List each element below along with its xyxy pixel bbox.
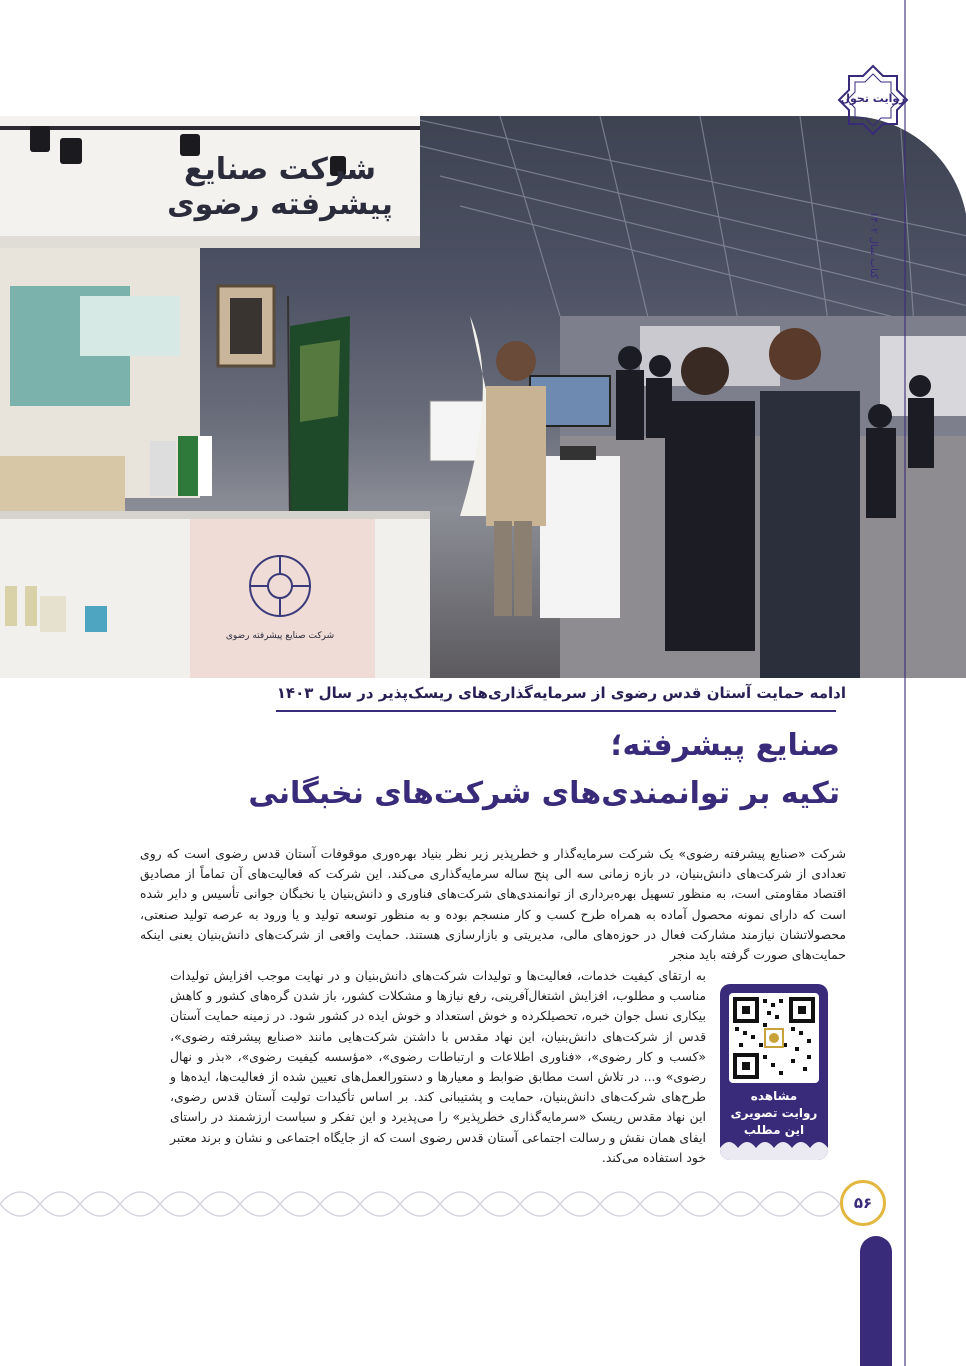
page-number: ۵۶ [840,1180,886,1226]
qr-caption-line-1: مشاهده [750,1089,798,1103]
desk-logo-caption: شرکت صنایع پیشرفته رضوی [225,631,335,641]
title-line-2: تکیه بر توانمندی‌های شرکت‌های نخبگانی [248,776,840,811]
article-kicker: ادامه حمایت آستان قدس رضوی از سرمایه‌گذاری‌های ریسک‌پذیر در سال ۱۴۰۳ [276,684,846,702]
qr-caption-line-2: روایت تصویری [730,1106,818,1120]
kicker-divider [276,710,836,712]
booth-sign-text: شرکت صنایع پیشرفته رضوی [167,152,393,222]
article-body-side: به ارتقای کیفیت خدمات، فعالیت‌ها و تولیدات شرکت‌های دانش‌بنیان و در نهایت موجب افزایش تولیدات مناسب و مطلوب، افزایش اشتغال‌آفرینی، رفع نیازها و مشکلات کشور، باز شدن گره‌های کشور و کاهش بیکاری نسل جوان خبره، تحصیلکرده و خوش استعداد و خوش ایده در کشور شود. در زمینه حمایت آستان قدس از شرکت‌های دانش‌بنیان، این نهاد مقدس با داشتن شرکت‌هایی مانند «صنایع پیشرفته رضوی»، «کسب و کار رضوی»، «فناوری اطلاعات و ارتباطات رضوی»، «مؤسسه کیفیت رضوی»، «بذر و نهال رضوی» و... در تلاش است مطابق ضوابط و معیارها و دستورالعمل‌های تعیین شده از فعالیت‌ها، ایده‌ها و طرح‌های شرکت‌های دانش‌بنیان، حمایت و پشتیبانی کند. بر اساس تأکیدات تولیت آستان قدس رضوی، این نهاد مقدس ریسک «سرمایه‌گذاری خطرپذیر» را می‌پذیرد و این تفکر و سیاست ارزشمند در راستای ایفای همان نقش و رسالت اجتماعی آستان قدس رضوی است که از جایگاه اجتماعی و نشان و برند معتبر خود استفاده می‌کند. [170,968,706,1165]
qr-code-icon [729,993,819,1083]
qr-caption [720,1088,828,1139]
arch-pattern-icon [720,1134,828,1160]
article-title [140,722,840,818]
exhibition-photo [0,116,966,678]
spine-vertical-label: کتاب سال ۱۴۰۲ [868,211,879,279]
qr-caption-line-3: این مطلب [743,1123,805,1137]
spine-bottom-tab [860,1236,892,1366]
photo-illustration [0,116,966,678]
emblem-text: روایت تحول [840,92,906,105]
article-body-top: شرکت «صنایع پیشرفته رضوی» یک شرکت سرمایه‌گذار و خطرپذیر زیر نظر بنیاد بهره‌وری موقوفات آستان قدس رضوی است که روی تعدادی از شرکت‌های دانش‌بنیان، در بازه زمانی سه الی پنج ساله سرمایه‌گذاری می‌کند. این شرکت که فعالیت‌های آن تماماً از مصادیق اقتصاد مقاومتی است، به منظور تسهیل بهره‌برداری از توانمندی‌های شرکت‌های فناوری و دانش‌بنیان یا نخبگان جوانی تأسیس و دایر شده است که دارای نمونه محصول آماده به همراه طرح کسب و کار منسجم بوده و به منظور توسعه تولید و یا ورود به عرصه تولید صنعتی، محصولاتشان نیازمند مشارکت فعال در حوزه‌های مالی، مدیریتی و بازارسازی هستند. حمایت واقعی از شرکت‌های دانش‌بنیان یعنی اینکه حمایت‌های صورت گرفته باید منجر [140,846,846,963]
qr-code-box[interactable] [720,984,828,1160]
ornament-band [0,1178,840,1230]
title-line-1: صنایع پیشرفته؛ [610,728,840,763]
qr-code[interactable] [729,993,819,1083]
spine-line [904,0,906,1366]
